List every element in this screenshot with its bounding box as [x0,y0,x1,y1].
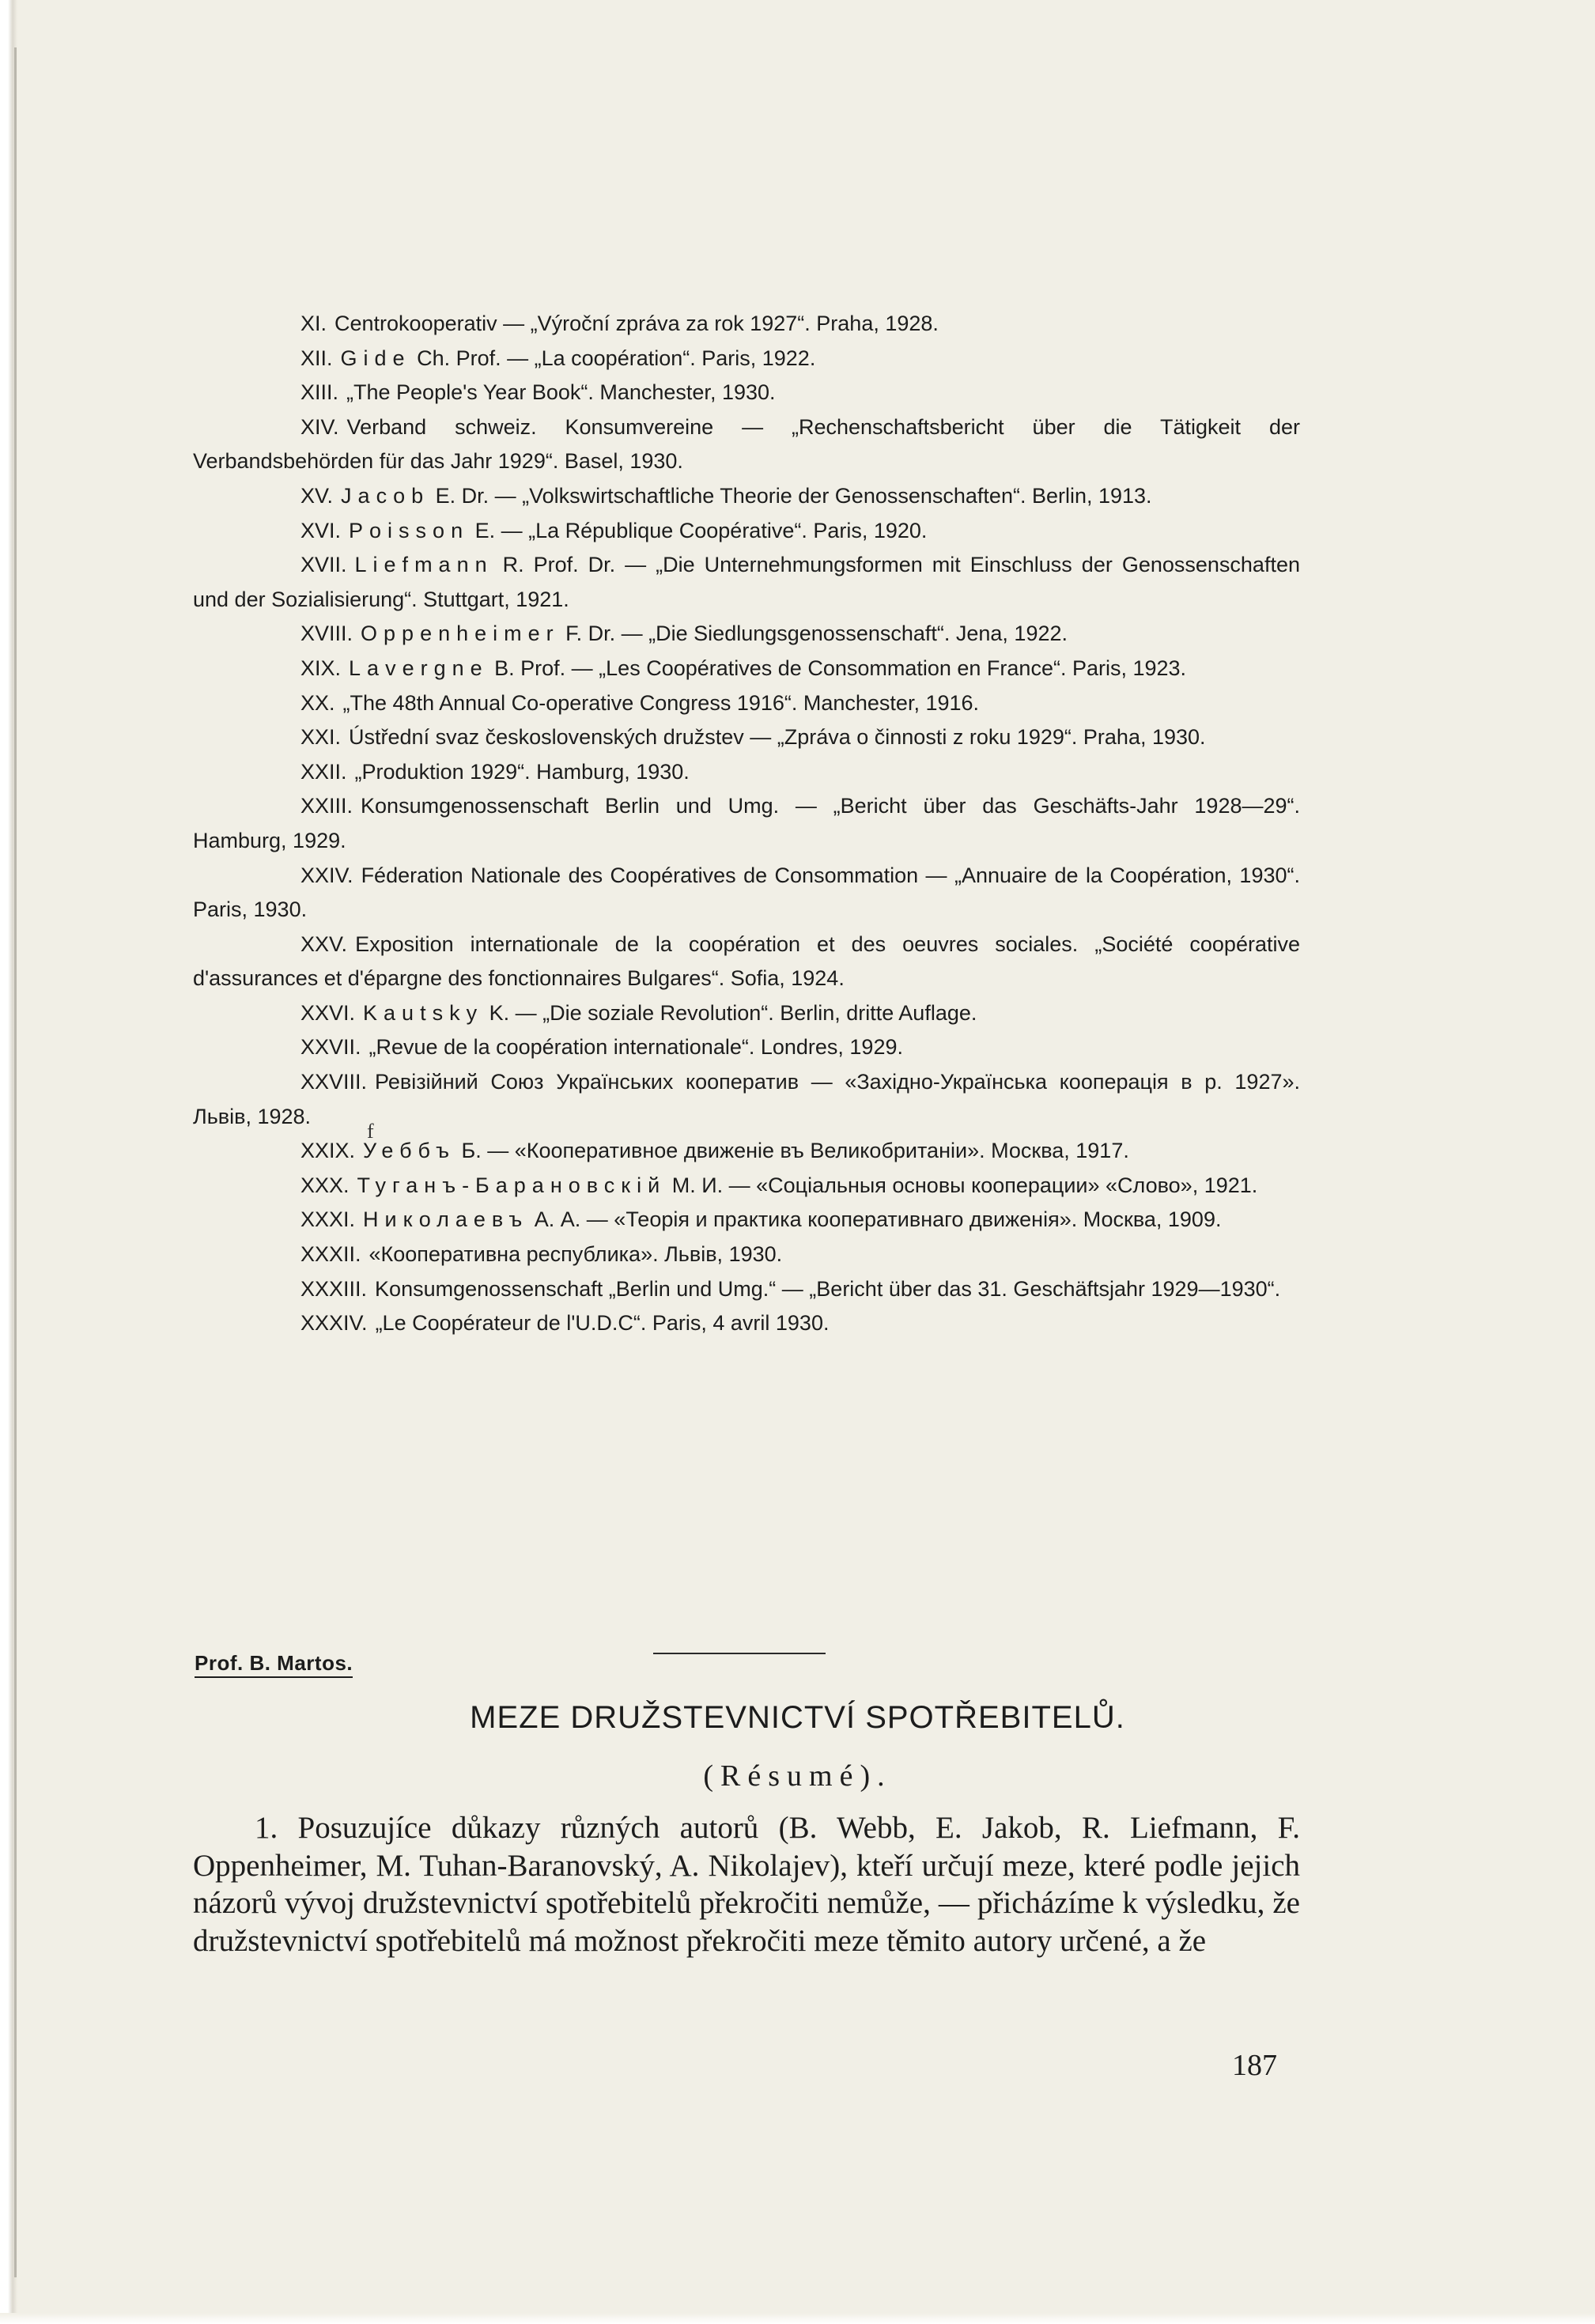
bibliography-entry [193,1306,1300,1341]
entry-text: Ústřední svaz československých družstev — „Zpráva o činnosti z roku 1929“. Praha, 1930. [349,725,1206,750]
bibliography-entry [193,1065,1300,1134]
entry-number: XVI. [300,518,342,542]
entry-author-spaced: Gide [340,346,411,370]
entry-text: K. — „Die soziale Revolution“. Berlin, dritte Auflage. [489,1000,977,1025]
entry-author-spaced: Liefmann [354,553,493,577]
entry-text: Ch. Prof. — „La coopération“. Paris, 1922. [417,346,816,370]
entry-number: XVII. [300,553,347,577]
margin-mark: f [367,1120,374,1143]
entry-number: XXIV. [300,863,353,887]
bibliography-entry [193,1030,1300,1065]
entry-number: XXXII. [300,1242,361,1267]
section-divider [653,1653,826,1654]
entry-text: «Кооперативна республика». Львів, 1930. [369,1242,783,1267]
entry-text: B. Prof. — „Les Coopératives de Consommation en France“. Paris, 1923. [494,656,1187,680]
bibliography-entry [193,755,1300,790]
entry-number: XXIII. [300,794,353,818]
entry-number: XXVI. [300,1000,356,1025]
entry-text: А. А. — «Теорія и практика кооперативнаго движенія». Москва, 1909. [534,1207,1222,1232]
entry-text: „Produktion 1929“. Hamburg, 1930. [354,759,690,784]
entry-author-spaced: Kautsky [363,1000,484,1025]
entry-number: XXVIII. [300,1070,368,1094]
bibliography-entry [193,1203,1300,1238]
entry-text: „Revue de la coopération internationale“. Londres, 1929. [369,1035,903,1060]
entry-text: F. Dr. — „Die Siedlungsgenossenschaft“. Jena, 1922. [565,622,1068,646]
entry-text: „Le Coopérateur de l'U.D.C“. Paris, 4 avril 1930. [375,1311,830,1336]
entry-number: XXII. [300,759,347,784]
entry-number: XXV. [300,931,348,956]
entry-author-spaced: Oppenheimer [361,622,560,646]
page-number: 187 [1232,2049,1277,2082]
bibliography-entry [193,859,1300,928]
entry-number: XXXIII. [300,1276,368,1301]
entry-number: XIV. [300,414,339,439]
entry-author-spaced: Poisson [349,518,470,542]
entry-number: XX. [300,690,335,715]
entry-text: Féderation Nationale des Coopératives de Consommation — „Annuaire de la Coopération, 1930“. Paris, 1930. [193,863,1300,922]
article-paragraph [193,1809,1300,1959]
bibliography-list [193,307,1300,1341]
entry-number: XIX. [300,656,342,680]
entry-text: R. Prof. Dr. — „Die Unternehmungsformen mit Einschluss der Genossenschaften und der Sozialisierung“. Stuttgart, 1921. [193,553,1300,611]
entry-text: E. Dr. — „Volkswirtschaftliche Theorie der Genossenschaften“. Berlin, 1913. [435,483,1152,508]
entry-number: XXIX. [300,1139,356,1163]
entry-text: Exposition internationale de la coopération et des oeuvres sociales. „Société coopérative d'assurances et d'épargne des fonctionnaires Bulgares“. Sofia, 1924. [193,931,1300,991]
bibliography-entry [193,686,1300,721]
bibliography-entry [193,652,1300,686]
entry-text: „The People's Year Book“. Manchester, 1930. [346,380,776,405]
bibliography-entry [193,342,1300,376]
entry-text: Konsumgenossenschaft „Berlin und Umg.“ — „Bericht über das 31. Geschäftsjahr 1929—1930“. [375,1276,1281,1301]
bibliography-entry [193,617,1300,652]
entry-author-spaced: Уеббъ [363,1139,455,1163]
bibliography-entry [193,1272,1300,1307]
entry-text: Centrokooperativ — „Výroční zpráva za rok 1927“. Praha, 1928. [334,312,939,335]
entry-number: XXI. [300,725,342,750]
entry-number: XVIII. [300,622,353,646]
article-subtitle: (Résumé). [703,1759,892,1793]
bibliography-entry [193,1238,1300,1272]
article-author: Prof. B. Martos. [195,1651,353,1678]
entry-author-spaced: Jacob [341,483,430,508]
bibliography-entry [193,996,1300,1031]
bibliography-entry [193,1134,1300,1169]
bibliography-entry [193,928,1300,996]
bibliography-entry [193,720,1300,755]
bibliography-entry [193,479,1300,514]
entry-author-spaced: Туганъ-Барановскій [357,1173,667,1197]
paragraph-rest: určují meze, které podle jejich názorů vývoj družstevnictví spotřebitelů překročiti nemůže, — přicházíme k výsledku, že družstevnictví spotřebitelů má možnost překročiti meze těmito autory určené, a že [193,1848,1301,1958]
entry-number: XV. [300,483,334,508]
entry-text: Б. — «Кооперативное движеніе въ Великобританіи». Москва, 1917. [461,1139,1129,1163]
entry-number: XXVII. [300,1035,361,1060]
entry-text: М. И. — «Соціальныя основы кооперации» «Слово», 1921. [671,1173,1258,1197]
entry-number: XXX. [300,1173,350,1197]
entry-author-spaced: Николаевъ [363,1207,529,1232]
bibliography-entry [193,307,1300,342]
entry-text: Konsumgenossenschaft Berlin und Umg. — „Bericht über das Geschäfts-Jahr 1928—29“. Hamburg, 1929. [193,794,1300,852]
entry-number: XI. [300,312,327,335]
bibliography-entry [193,789,1300,858]
entry-number: XXXI. [300,1207,356,1232]
entry-number: XIII. [300,380,339,405]
scan-binding-shadow [14,47,17,2277]
bibliography-entry [193,514,1300,549]
entry-author-spaced: Lavergne [349,656,489,680]
scan-bottom-edge [0,2313,1595,2324]
paragraph-lead: 1. Posuzujíce důkazy různých autorů (B. Webb, E. Jakob, R. Liefmann, F. Oppenheimer, M. Tuhan-Baranovský, A. Nikolajev), kteří [193,1811,1300,1883]
bibliography-entry [193,410,1300,479]
bibliography-entry [193,548,1300,617]
bibliography-entry [193,376,1300,410]
entry-text: Ревізійний Союз Українських кооператив — «Західно-Українська кооперація в р. 1927». Львів, 1928. [193,1070,1300,1128]
article-title: MEZE DRUŽSTEVNICTVÍ SPOTŘEBITELŮ. [470,1700,1125,1735]
entry-text: E. — „La République Coopérative“. Paris, 1920. [474,518,928,542]
bibliography-entry [193,1169,1300,1204]
entry-number: XII. [300,346,333,370]
entry-number: XXXIV. [300,1311,368,1336]
entry-text: „The 48th Annual Co-operative Congress 1916“. Manchester, 1916. [342,690,980,715]
entry-text: Verband schweiz. Konsumvereine — „Rechenschaftsbericht über die Tätigkeit der Verbandsbehörden für das Jahr 1929“. Basel, 1930. [193,414,1300,474]
